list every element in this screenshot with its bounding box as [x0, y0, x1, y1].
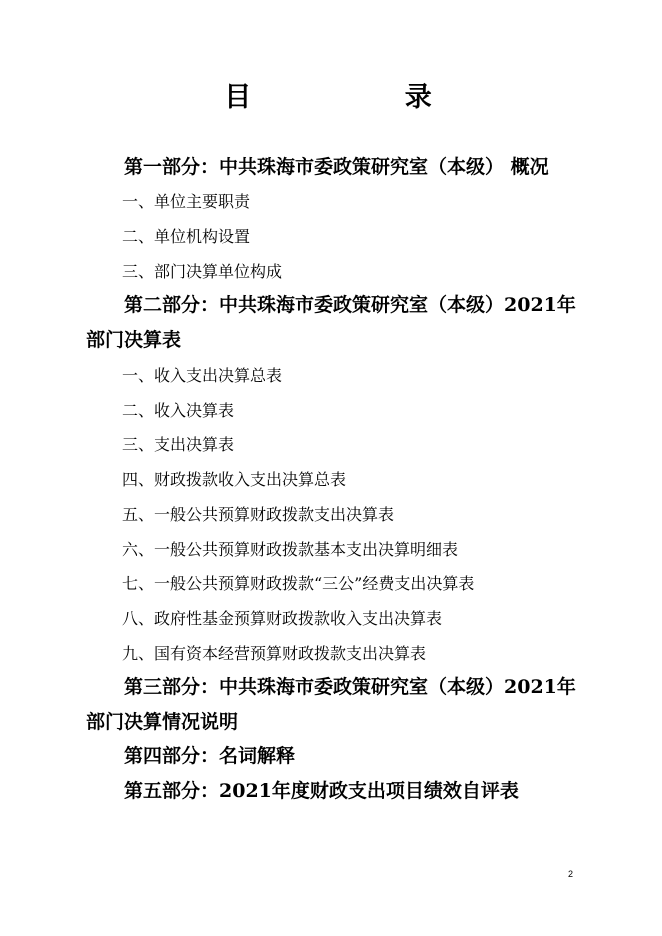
part2-item-3: 三、支出决算表: [122, 435, 235, 454]
part1-item-1: 一、单位主要职责: [122, 192, 251, 211]
page-number: 2: [568, 869, 574, 879]
part2-item-4: 四、财政拨款收入支出决算总表: [122, 470, 347, 489]
part3-heading-line2: 部门决算情况说明: [86, 711, 239, 733]
part2-item-2: 二、收入决算表: [122, 401, 235, 420]
part1-heading: 第一部分：中共珠海市委政策研究室（本级） 概况: [124, 156, 549, 178]
part1-item-3: 三、部门决算单位构成: [122, 262, 283, 281]
part1-item-2: 二、单位机构设置: [122, 227, 251, 246]
part2-item-1: 一、收入支出决算总表: [122, 366, 283, 385]
part4-heading: 第四部分：名词解释: [124, 745, 296, 767]
part2-item-5: 五、一般公共预算财政拨款支出决算表: [122, 505, 395, 524]
part3-heading-line1: 第三部分：中共珠海市委政策研究室（本级）2021年: [124, 676, 576, 698]
part2-heading-line2: 部门决算表: [86, 329, 182, 351]
part2-item-7: 七、一般公共预算财政拨款“三公”经费支出决算表: [122, 574, 475, 593]
part2-item-8: 八、政府性基金预算财政拨款收入支出决算表: [122, 609, 443, 628]
part2-item-6: 六、一般公共预算财政拨款基本支出决算明细表: [122, 540, 459, 559]
part5-heading: 第五部分：2021年度财政支出项目绩效自评表: [124, 780, 519, 802]
part2-heading-line1: 第二部分：中共珠海市委政策研究室（本级）2021年: [124, 294, 576, 316]
part2-item-9: 九、国有资本经营预算财政拨款支出决算表: [122, 644, 427, 663]
toc-title: 目 录: [224, 82, 504, 113]
